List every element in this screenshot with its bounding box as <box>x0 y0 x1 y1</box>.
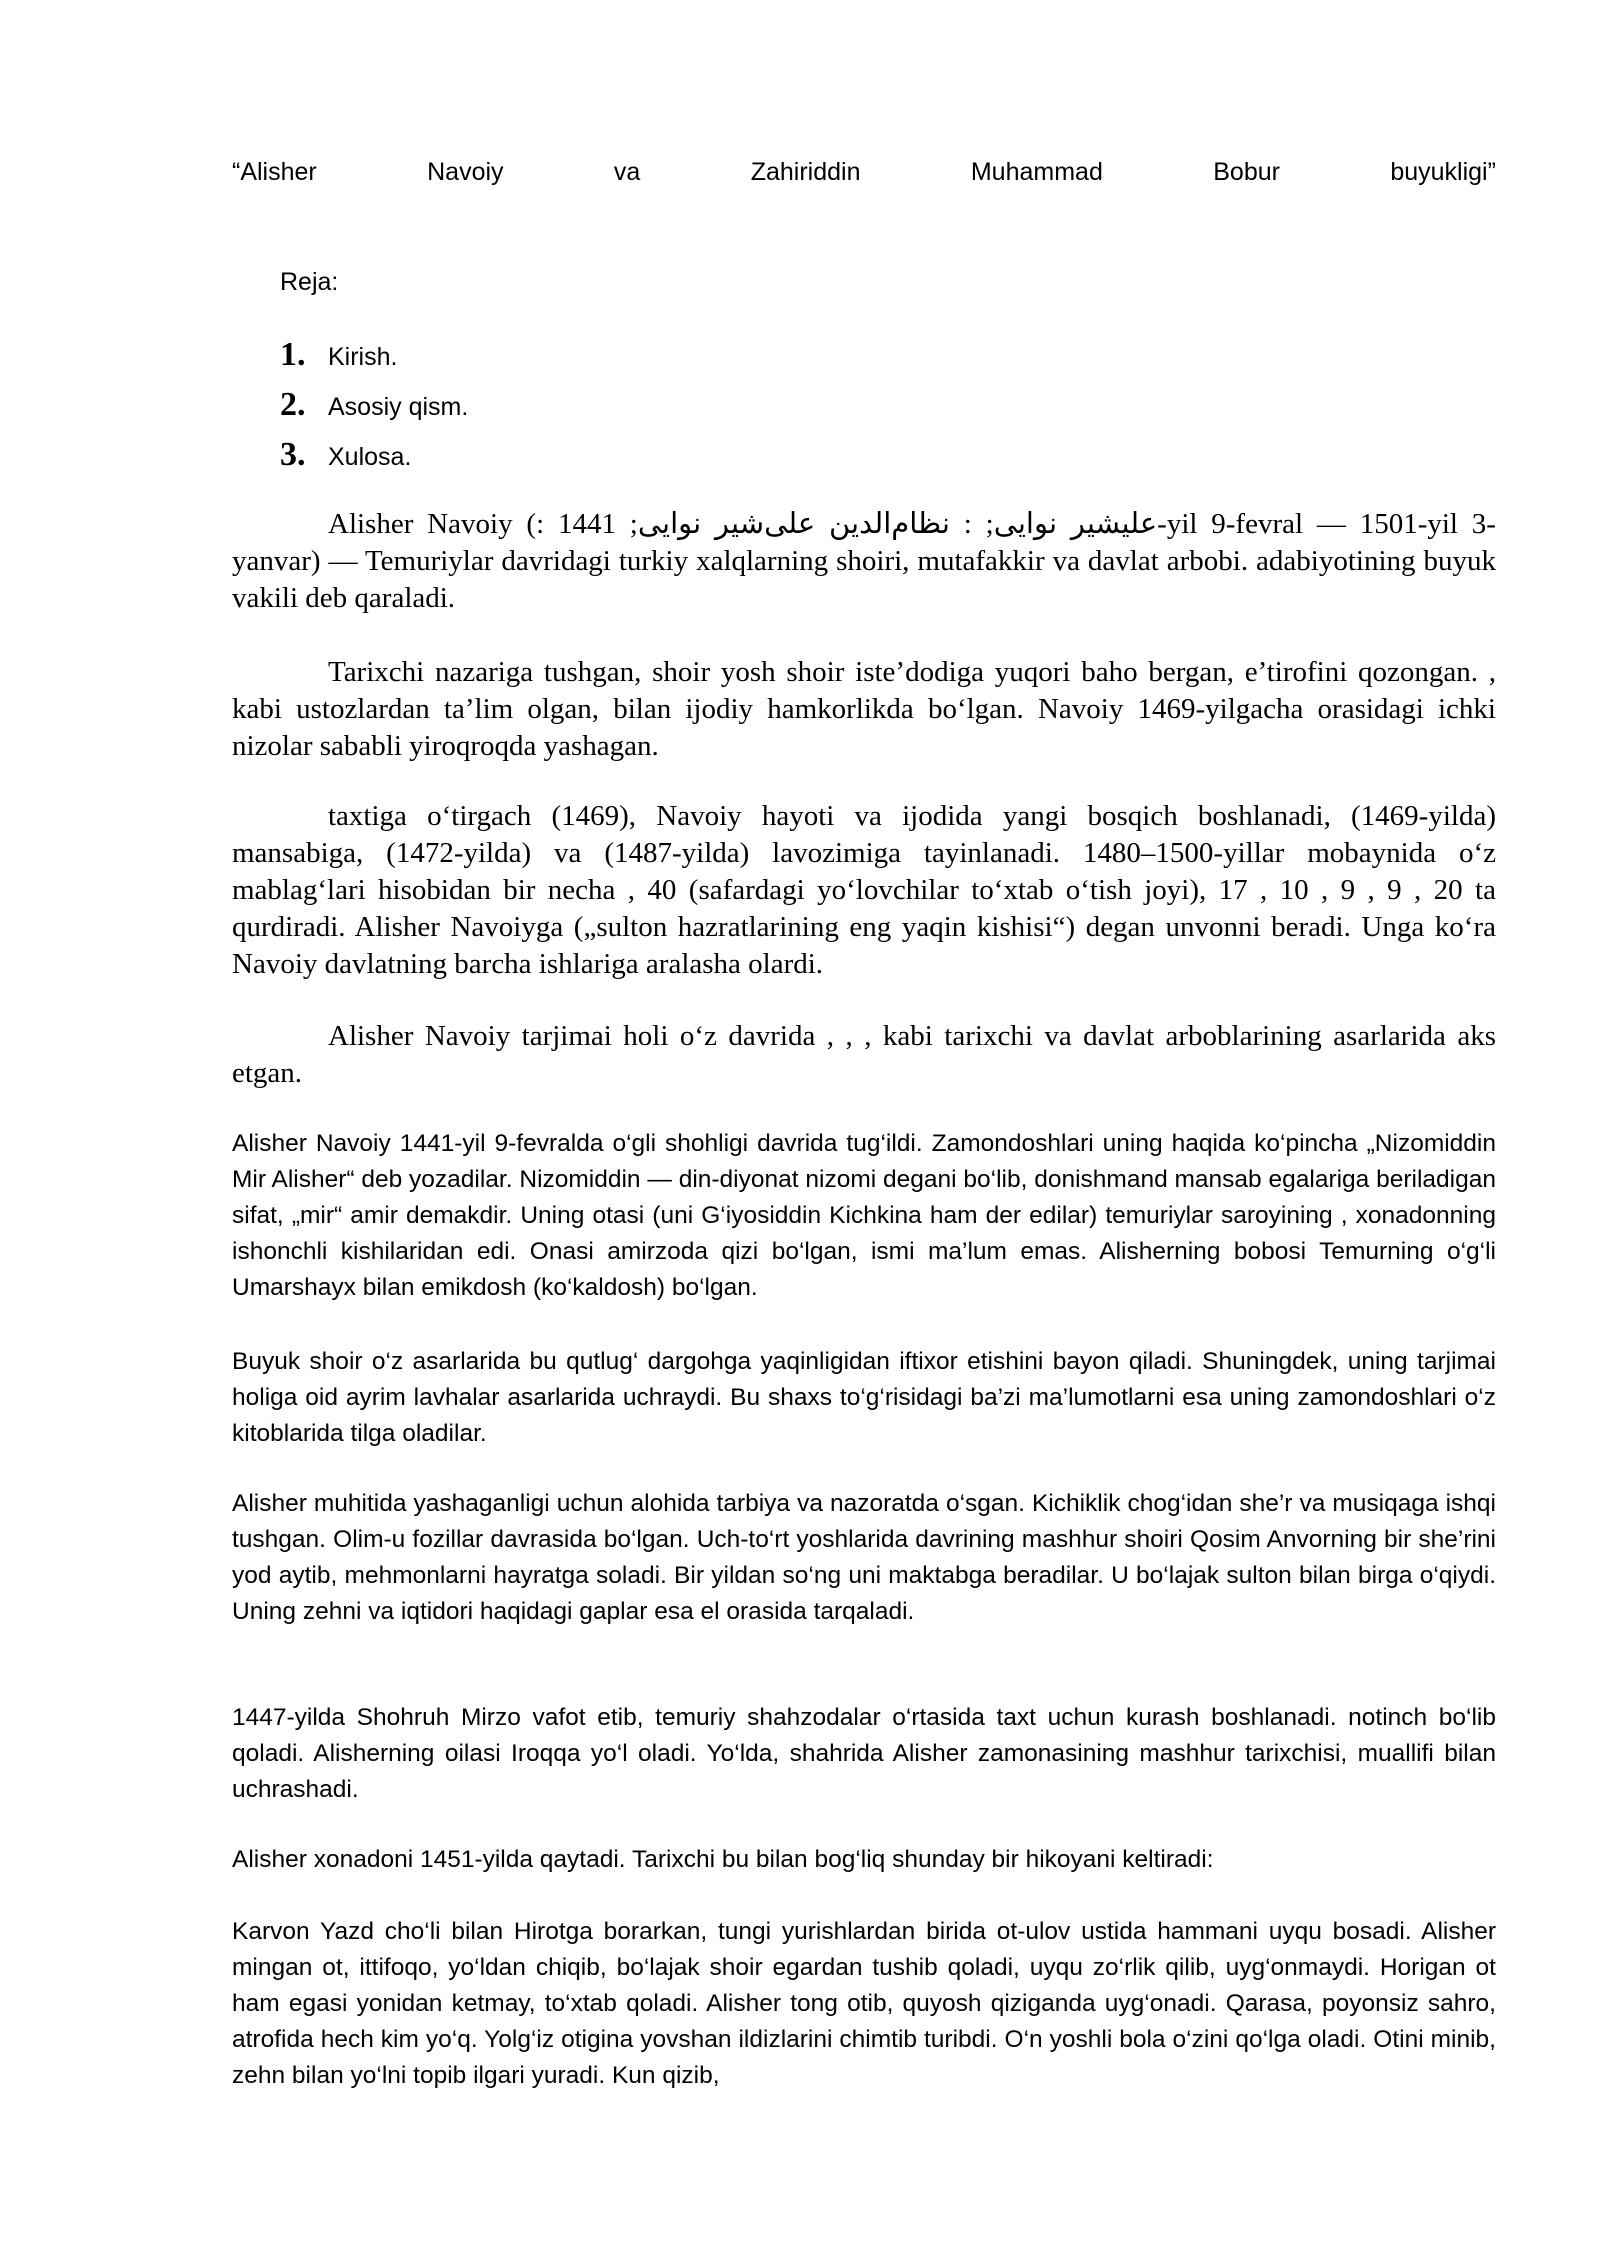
plan-item-number: 2. <box>280 386 306 423</box>
arabic-name: نظام‌الدین علی‌شیر نوایی <box>637 508 950 540</box>
paragraph: Karvon Yazd cho‘li bilan Hirotga borarkan, tungi yurishlardan birida ot-ulov ustida hammani uyqu bosadi. Alisher mingan ot, ittifoqo, yo‘ldan chiqib, bo‘lajak shoir egardan tushib qoladi, uyqu zo‘rlik qilib, uyg‘onmaydi. Horigan ot ham egasi yonidan ketmay, to‘xtab qoladi. Alisher tong otib, quyosh qiziganda uyg‘onadi. Qarasa, poyonsiz sahro, atrofida hech kim yo‘q. Yolg‘iz otigina yovshan ildizlarini chimtib turibdi. O‘n yoshli bola o‘zini qo‘lga oladi. Otini minib, zehn bilan yo‘lni topib ilgari yuradi. Kun qizib, <box>232 1918 1496 2089</box>
paragraph: 1447-yilda Shohruh Mirzo vafot etib, temuriy shahzodalar o‘rtasida taxt uchun kurash boshlanadi. notinch bo‘lib qoladi. Alisherning oilasi Iroqqa yo‘l oladi. Yo‘lda, shahrida Alisher zamonasining mashhur tarixchisi, muallifi bilan uchrashadi. <box>232 1704 1496 1803</box>
paragraph-text: ; 1441-yil 9-fevral — 1501-yil 3-yanvar) — Temuriylar davridagi turkiy xalqlarning shoiri, mutafakkir va davlat arbobi. adabiyotining buyuk vakili deb qaraladi. <box>232 508 1496 614</box>
title-word: Navoiy <box>427 158 504 186</box>
paragraph-text: ; : <box>949 508 994 540</box>
plan-item <box>280 336 468 386</box>
plan-item <box>280 386 468 436</box>
paragraph: Tarixchi nazariga tushgan, shoir yosh shoir iste’dodiga yuqori baho bergan, e’tirofini qozongan. , kabi ustozlardan ta’lim olgan, bilan ijodiy hamkorlikda bo‘lgan. Navoiy 1469-yilgacha orasidagi ichki nizolar sababli yiroqroqda yashagan. <box>232 656 1496 762</box>
paragraph: taxtiga o‘tirgach (1469), Navoiy hayoti va ijodida yangi bosqich boshlanadi, (1469-yilda) mansabiga, (1472-yilda) va (1487-yilda) lavozimiga tayinlanadi. 1480–1500-yillar mobaynida o‘z mablag‘lari hisobidan bir necha , 40 (safardagi yo‘lovchilar to‘xtab o‘tish joyi), 17 , 10 , 9 , 9 , 20 ta qurdiradi. Alisher Navoiyga („sulton hazratlarining eng yaqin kishisi“) degan unvonni beradi. Unga ko‘ra Navoiy davlatning barcha ishlariga aralasha olardi. <box>232 800 1496 980</box>
paragraph: Alisher muhitida yashaganligi uchun alohida tarbiya va nazoratda o‘sgan. Kichiklik chog‘idan she’r va musiqaga ishqi tushgan. Olim-u fozillar davrasida bo‘lgan. Uch-to‘rt yoshlarida davrining mashhur shoiri Qosim Anvorning bir she’rini yod aytib, mehmonlarni hayratga soladi. Bir yildan so‘ng uni maktabga beradilar. U bo‘lajak sulton bilan birga o‘qiydi. Uning zehni va iqtidori haqidagi gaplar esa el orasida tarqaladi. <box>232 1490 1496 1625</box>
title-word: “Alisher <box>232 158 317 186</box>
plan-item-number: 1. <box>280 336 306 373</box>
plan-label: Reja: <box>280 268 339 296</box>
paragraph: Alisher xonadoni 1451-yilda qaytadi. Tarixchi bu bilan bog‘liq shunday bir hikoyani keltiradi: <box>232 1846 1214 1873</box>
arabic-name: علیشیر نوایی <box>993 508 1158 540</box>
paragraph-text: Alisher Navoiy (: <box>328 508 558 540</box>
paragraph: Alisher Navoiy tarjimai holi o‘z davrida , , , kabi tarixchi va davlat arboblarining asarlarida aks etgan. <box>232 1020 1496 1089</box>
title-word: va <box>613 158 641 186</box>
plan-item-text: Kirish. <box>328 343 398 371</box>
plan-item-text: Xulosa. <box>328 443 412 471</box>
plan-item <box>280 436 468 486</box>
plan-item-number: 3. <box>280 436 306 473</box>
title-word: Muhammad <box>970 158 1103 186</box>
title-word: buyukligi” <box>1390 158 1496 186</box>
title-word: Bobur <box>1213 158 1280 186</box>
title-word: Zahiriddin <box>750 158 861 186</box>
paragraph-intro <box>232 506 1496 617</box>
plan-item-text: Asosiy qism. <box>328 393 469 421</box>
plan-list <box>280 336 468 486</box>
paragraph: Alisher Navoiy 1441-yil 9-fevralda o‘gli shohligi davrida tug‘ildi. Zamondoshlari uning haqida ko‘pincha „Nizomiddin Mir Alisher“ deb yozadilar. Nizomiddin — din-diyonat nizomi degani bo‘lib, donishmand mansab egalariga beriladigan sifat, „mir“ amir demakdir. Uning otasi (uni G‘iyosiddin Kichkina ham der edilar) temuriylar saroyining , xonadonning ishonchli kishilaridan edi. Onasi amirzoda qizi bo‘lgan, ismi ma’lum emas. Alisherning bobosi Temurning o‘g‘li Umarshayx bilan emikdosh (ko‘kaldosh) bo‘lgan. <box>232 1130 1496 1301</box>
paragraph: Buyuk shoir o‘z asarlarida bu qutlug‘ dargohga yaqinligidan iftixor etishini bayon qiladi. Shuningdek, uning tarjimai holiga oid ayrim lavhalar asarlarida uchraydi. Bu shaxs to‘g‘risidagi ba’zi ma’lumotlarni esa uning zamondoshlari o‘z kitoblarida tilga oladilar. <box>232 1348 1496 1447</box>
document-title <box>232 152 1496 192</box>
